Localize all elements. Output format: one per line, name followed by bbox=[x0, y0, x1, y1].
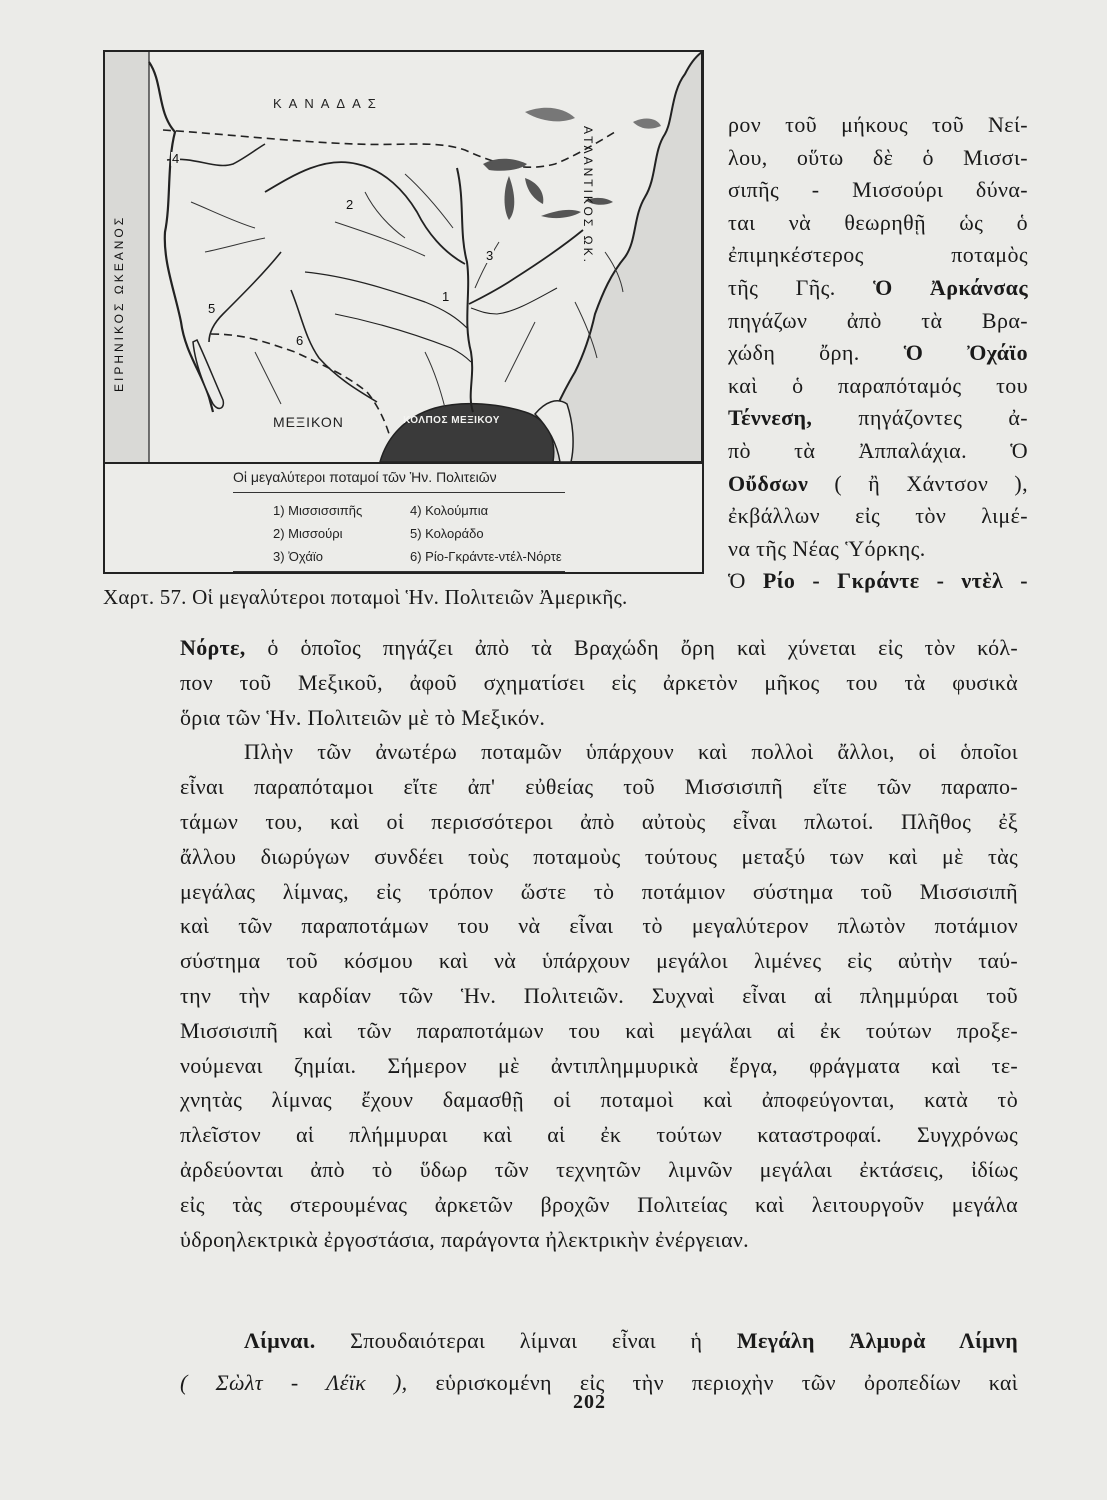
text-line: να τῆς Νέας Ὑόρκης. bbox=[728, 535, 926, 561]
text-line bbox=[728, 272, 1028, 305]
text-fragment: Ὁ bbox=[728, 568, 746, 594]
river-map bbox=[105, 52, 702, 462]
text-fragment: πηγάζοντες ἀ- bbox=[858, 405, 1028, 431]
map-label-canada: ΚΑΝΑΔΑΣ bbox=[273, 96, 383, 111]
legend-item: 6) Ρίο-Γκράντε-ντέλ-Νόρτε bbox=[410, 549, 562, 564]
text-line: εἶναι παραπόταμοι εἴτε ἀπ' εὐθείας τοῦ Μισσισιπῆ εἴτε τῶν παραπο- bbox=[180, 774, 1018, 800]
text-line: λου, οὕτω δὲ ὁ Μισσι- bbox=[728, 144, 1028, 170]
text-fragment: εὑρισκομένη εἰς τὴν περιοχὴν τῶν ὀροπεδίων καὶ bbox=[435, 1370, 1018, 1395]
map-label-gulf: ΚΟΛΠΟΣ ΜΕΞΙΚΟΥ bbox=[403, 415, 500, 426]
text-line: ἀρδεύονται ἀπὸ τὸ ὕδωρ τῶν τεχνητῶν λιμνῶν μεγάλαι ἐκτάσεις, ἰδίως bbox=[180, 1156, 1018, 1182]
legend-divider bbox=[233, 492, 565, 493]
river-number-5: 5 bbox=[208, 301, 216, 316]
text-fragment: χώδη ὄρη. bbox=[728, 340, 860, 366]
text-line: ἄλλου διωρύγων συνδέει τοὺς ποταμοὺς τούτους μεταξύ των καὶ μὲ τὰς bbox=[180, 843, 1018, 869]
bold-term: Ρίο - Γκράντε - ντὲλ - bbox=[762, 568, 1028, 594]
text-line bbox=[728, 565, 1028, 598]
map-label-mexico: ΜΕΞΙΚΟΝ bbox=[273, 414, 344, 430]
main-paragraphs bbox=[180, 631, 1018, 1257]
text-line: ἐκβάλλων εἰς τὸν λιμέ- bbox=[728, 503, 1028, 529]
river-number-4: 4 bbox=[172, 151, 180, 166]
river-number-6: 6 bbox=[296, 333, 304, 348]
bold-term: Ὁ Ὀχάϊο bbox=[903, 340, 1029, 366]
text-line: καὶ ὁ παραπόταμός του bbox=[728, 372, 1028, 398]
bold-term: Τέννεση, bbox=[728, 405, 813, 431]
bold-term: Νόρτε, bbox=[180, 635, 246, 660]
legend-item: 4) Κολούμπια bbox=[410, 503, 489, 518]
text-line: χνητὰς λίμνας ἔχουν δαμασθῇ οἱ ποταμοὶ καὶ ἀποφεύγονται, κατὰ τὸ bbox=[180, 1087, 1018, 1113]
bold-term: Ὁ Ἀρκάνσας bbox=[872, 274, 1029, 300]
text-line: ὅρια τῶν Ἡν. Πολιτειῶν μὲ τὸ Μεξικόν. bbox=[180, 704, 546, 730]
text-line: πον τοῦ Μεξικοῦ, ἀφοῦ σχηματίσει εἰς ἀρκετὸν μῆκος του τὰ φυσικὰ bbox=[180, 669, 1018, 695]
text-line: μεγάλας λίμνας, εἰς τρόπον ὥστε τὸ ποτάμιον σύστημα τοῦ Μισσισιπῆ bbox=[180, 878, 1018, 904]
river-number-3: 3 bbox=[486, 248, 494, 263]
text-fragment: ὁ ὁποῖος πηγάζει ἀπὸ τὰ Βραχώδη ὄρη καὶ χύνεται εἰς τὸν κόλ- bbox=[267, 635, 1018, 660]
text-line: νούμεναι ζημίαι. Σήμερον μὲ ἀντιπλημμυρικὰ ἔργα, φράγματα καὶ τε- bbox=[180, 1052, 1018, 1078]
text-line bbox=[728, 402, 1028, 435]
text-line: ρον τοῦ μήκους τοῦ Νεί- bbox=[728, 112, 1028, 137]
text-fragment: ( ἢ Χάντσον ), bbox=[834, 470, 1028, 496]
text-line: τάμων του, καὶ οἱ περισσότεροι ἀπὸ αὐτοὺς εἶναι πλωτοί. Πλῆθος ἐξ bbox=[180, 808, 1018, 834]
legend-item: 2) Μισσούρι bbox=[273, 526, 343, 541]
text-line: πλεῖστον αἱ πλήμμυραι καὶ αἱ ἐκ τούτων καταστροφαί. Συγχρόνως bbox=[180, 1122, 1018, 1148]
text-line: πηγάζων ἀπὸ τὰ Βρα- bbox=[728, 307, 1028, 333]
map-label-pacific: ΕΙΡΗΝΙΚΟΣ ΩΚΕΑΝΟΣ bbox=[112, 214, 126, 392]
text-line: εἰς τὰς στερουμένας ἀρκετῶν βροχῶν Πολιτείας καὶ λειτουργοῦν μεγάλα bbox=[180, 1191, 1018, 1217]
text-line: ὑδροηλεκτρικὰ ἐργοστάσια, παράγοντα ἠλεκτρικὴν ἐνέργειαν. bbox=[180, 1226, 749, 1252]
legend-title: Οἱ μεγαλύτεροι ποταμοί τῶν Ἡν. Πολιτειῶν bbox=[233, 469, 497, 485]
text-line: σιπῆς - Μισσούρι δύνα- bbox=[728, 177, 1028, 203]
legend-item: 5) Κολοράδο bbox=[410, 526, 484, 541]
text-line: Πλὴν τῶν ἀνωτέρω ποταμῶν ὑπάρχουν καὶ πολλοὶ ἄλλοι, οἱ ὁποῖοι bbox=[244, 739, 1018, 765]
text-fragment: Σπουδαιότεραι λίμναι εἶναι ἡ bbox=[350, 1328, 703, 1353]
legend-bottom-divider bbox=[233, 571, 565, 572]
river-number-2: 2 bbox=[346, 197, 354, 212]
text-line: ἐπιμηκέστερος ποταμὸς bbox=[728, 242, 1028, 268]
text-line: την τὴν καρδίαν τῶν Ἡν. Πολιτειῶν. Συχναὶ εἶναι αἱ πλημμύραι τοῦ bbox=[180, 982, 1018, 1008]
legend-item: 1) Μισσισσιπῆς bbox=[273, 503, 363, 518]
page-number: 202 bbox=[573, 1391, 606, 1413]
section-heading: Λίμναι. bbox=[244, 1328, 316, 1353]
italic-term: ( Σὼλτ - Λέϊκ ), bbox=[180, 1370, 408, 1395]
figure-caption: Χαρτ. 57. Οἱ μεγαλύτεροι ποταμοὶ Ἡν. Πολιτειῶν Ἀμερικῆς. bbox=[103, 585, 628, 609]
text-line: ται νὰ θεωρηθῇ ὡς ὁ bbox=[728, 209, 1028, 235]
text-line bbox=[728, 468, 1028, 501]
text-fragment: τῆς Γῆς. bbox=[728, 274, 836, 300]
text-line: σύστημα τοῦ κόσμου καὶ νὰ ὑπάρχουν μεγάλοι λιμένες εἰς αὐτὴν ταύ- bbox=[180, 948, 1018, 974]
map-figure bbox=[103, 50, 704, 574]
river-number-1: 1 bbox=[442, 289, 450, 304]
text-line: πὸ τὰ Ἀππαλάχια. Ὁ bbox=[728, 437, 1028, 463]
bold-term: Μεγάλη Ἁλμυρὰ Λίμνη bbox=[736, 1328, 1018, 1353]
text-line: καὶ τῶν παραποτάμων του νὰ εἶναι τὸ μεγαλύτερον πλωτὸν ποτάμιον bbox=[180, 913, 1018, 939]
text-line bbox=[728, 337, 1028, 370]
map-legend bbox=[105, 462, 702, 576]
side-column bbox=[728, 109, 1028, 598]
bold-term: Οὔδσων bbox=[728, 470, 809, 496]
text-line bbox=[180, 631, 1018, 666]
text-line bbox=[180, 1320, 1018, 1362]
text-line: Μισσισιπῆ καὶ τῶν παραποτάμων του καὶ μεγάλαι αἱ ἐκ τούτων προξε- bbox=[180, 1017, 1018, 1043]
map-label-atlantic: ΑΤΛΑΝΤΙΚΟΣ ΩΚ. bbox=[581, 126, 595, 265]
legend-item: 3) Ὀχάϊο bbox=[273, 549, 324, 564]
